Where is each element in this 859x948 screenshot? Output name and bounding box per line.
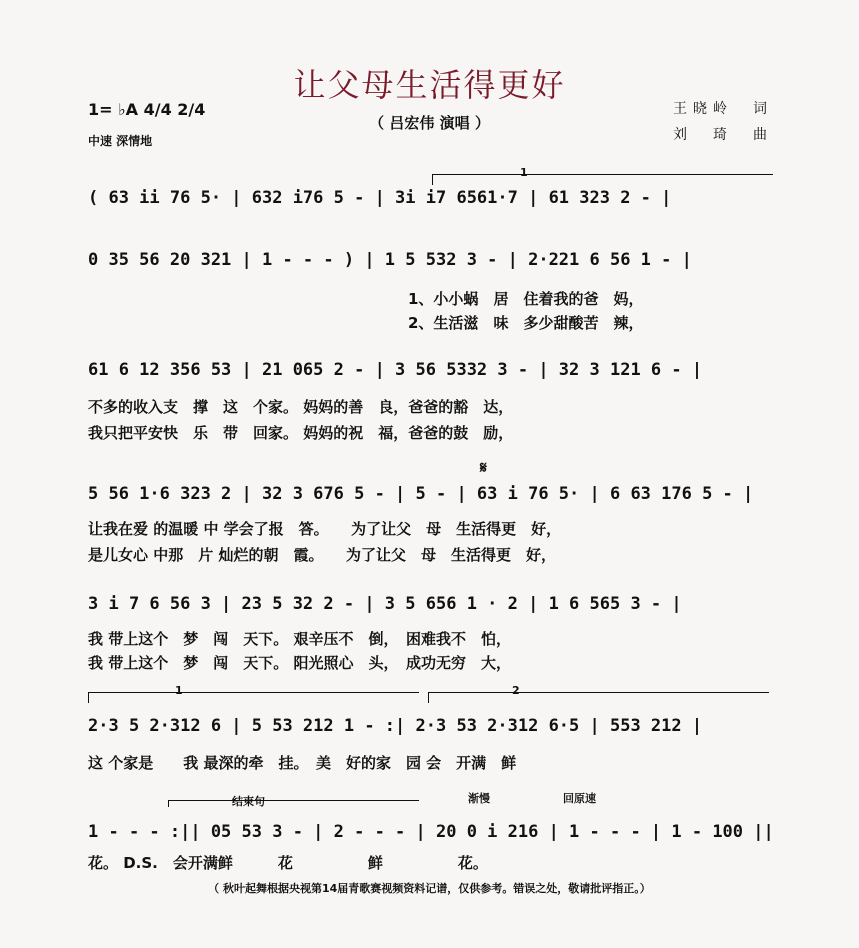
lyrics-row-5-verse-1: 我 带上这个 梦 闯 天下。 艰辛压不 倒， 困难我不 怕， <box>88 630 511 648</box>
performer-line: （ 吕宏伟 演唱 ） <box>369 114 490 132</box>
key-signature: 1= ♭A 4/4 2/4 <box>88 100 206 119</box>
notes-row-3: 61 6 12 356 53 | 21 065 2 - | 3 56 5332 3 - | 32 3 121 6 - | <box>88 360 703 380</box>
lyrics-row-5-verse-2: 我 带上这个 梦 闯 天下。 阳光照心 头， 成功无穷 大， <box>88 654 511 672</box>
lyrics-row-3-verse-2: 我只把平安快 乐 带 回家。 妈妈的祝 福，爸爸的鼓 励， <box>88 424 514 442</box>
notes-row-7: 1 - - - :|| 05 53 3 - | 2 - - - | 20 0 i 216 | 1 - - - | 1 - 100 || <box>88 822 774 842</box>
ending-bracket <box>168 800 419 807</box>
lyrics-row-7: 花。 D.S. 会开满鲜 花 鲜 花。 <box>88 854 488 872</box>
notes-row-4: 5 56 1·6 323 2 | 32 3 676 5 - | 5 - | 63 i 76 5· | 6 63 176 5 - | <box>88 484 754 504</box>
tempo-marking: 中速 深情地 <box>88 134 153 148</box>
lyricist-credit: 王晓岭 词 <box>673 101 773 117</box>
notes-row-1: ( 63 ii 76 5· | 632 i76 5 - | 3i i7 6561·7 | 61 323 2 - | <box>88 188 672 208</box>
volta-bracket-top <box>432 174 773 185</box>
lyrics-row-2-verse-2: 2、生活滋 味 多少甜酸苦 辣， <box>408 314 644 332</box>
volta-1-number: 1 <box>175 684 183 697</box>
notes-row-2: 0 35 56 20 321 | 1 - - - ) | 1 5 532 3 - | 2·221 6 56 1 - | <box>88 250 692 270</box>
notes-row-6: 2·3 5 2·312 6 | 5 53 212 1 - :| 2·3 53 2·312 6·5 | 553 212 | <box>88 716 703 736</box>
lyrics-row-4-verse-1: 让我在爱 的温暖 中 学会了报 答。 为了让父 母 生活得更 好， <box>88 520 562 538</box>
lyrics-row-3-verse-1: 不多的收入支 撑 这 个家。 妈妈的善 良，爸爸的豁 达， <box>88 398 514 416</box>
footer-note: （ 秋叶起舞根据央视第14届青歌赛视频资料记谱，仅供参考。错误之处，敬请批评指正。） <box>208 882 651 895</box>
notes-row-5: 3 i 7 6 56 3 | 23 5 32 2 - | 3 5 656 1 · 2 | 1 6 565 3 - | <box>88 594 682 614</box>
a-tempo-label: 回原速 <box>563 792 596 805</box>
lyrics-row-6: 这 个家是 我 最深的牵 挂。 美 好的家 园 会 开满 鲜 <box>88 754 517 772</box>
volta-1-bracket <box>88 692 419 703</box>
segno-mark: 𝄋 <box>480 458 487 477</box>
lyrics-row-2-verse-1: 1、小小蜗 居 住着我的爸 妈， <box>408 290 644 308</box>
volta-2-bracket <box>428 692 769 703</box>
composer-credit: 刘 琦 曲 <box>673 127 773 143</box>
song-title: 让父母生活得更好 <box>293 66 566 104</box>
lyrics-row-4-verse-2: 是儿女心 中那 片 灿烂的朝 霞。 为了让父 母 生活得更 好， <box>88 546 556 564</box>
volta-number-top: 1 <box>520 166 528 179</box>
ending-label: 结束句 <box>232 795 265 808</box>
ritardando-label: 渐慢 <box>468 792 490 805</box>
volta-2-number: 2 <box>512 684 520 697</box>
